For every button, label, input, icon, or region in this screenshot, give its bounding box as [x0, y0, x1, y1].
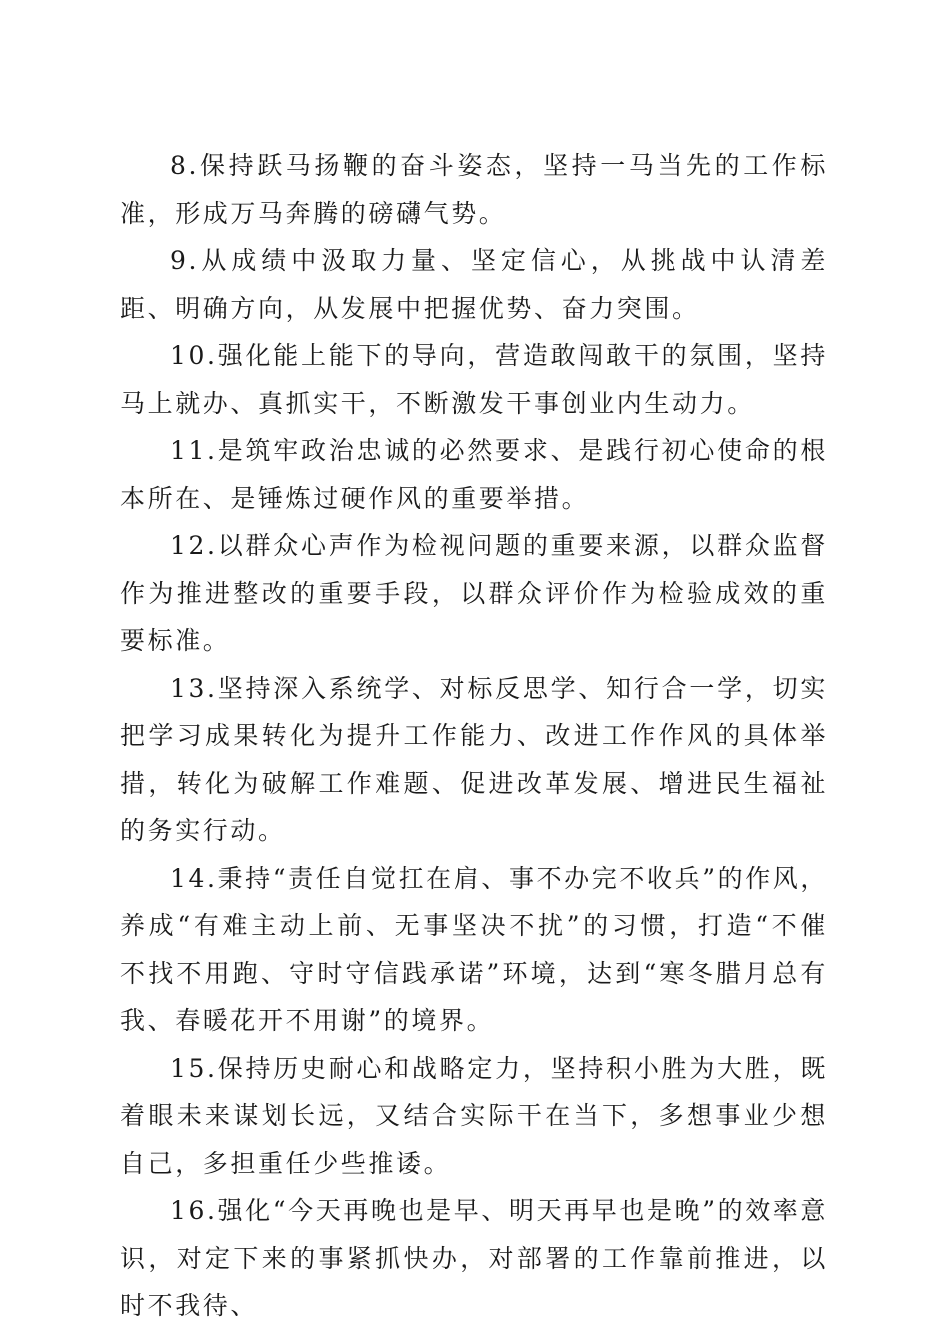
paragraph-item-8: 8.保持跃马扬鞭的奋斗姿态，坚持一马当先的工作标准，形成万马奔腾的磅礴气势。	[120, 151, 828, 228]
paragraph-item-15: 15.保持历史耐心和战略定力，坚持积小胜为大胜，既着眼未来谋划长远，又结合实际干在当下，多想事业少想自己，多担重任少些推诿。	[120, 1053, 828, 1178]
paragraph-item-16: 16.强化“今天再晚也是早、明天再早也是晚”的效率意识，对定下来的事紧抓快办，对部署的工作靠前推进，以时不我待、	[120, 1196, 828, 1320]
paragraph-item-12: 12.以群众心声作为检视问题的重要来源，以群众监督作为推进整改的重要手段，以群众评价作为检验成效的重要标准。	[120, 531, 828, 655]
paragraph-item-11: 11.是筑牢政治忠诚的必然要求、是践行初心使命的根本所在、是锤炼过硬作风的重要举措。	[120, 436, 828, 513]
paragraph-item-14: 14.秉持“责任自觉扛在肩、事不办完不收兵”的作风，养成“有难主动上前、无事坚决不扰”的习惯，打造“不催不找不用跑、守时守信践承诺”环境，达到“寒冬腊月总有我、春暖花开不用谢”的境界。	[120, 863, 828, 1035]
paragraph-item-9: 9.从成绩中汲取力量、坚定信心，从挑战中认清差距、明确方向，从发展中把握优势、奋力突围。	[120, 246, 828, 323]
document-body	[120, 142, 828, 1330]
paragraph-item-13: 13.坚持深入系统学、对标反思学、知行合一学，切实把学习成果转化为提升工作能力、改进工作作风的具体举措，转化为破解工作难题、促进改革发展、增进民生福祉的务实行动。	[120, 673, 828, 845]
paragraph-item-10: 10.强化能上能下的导向，营造敢闯敢干的氛围，坚持马上就办、真抓实干，不断激发干事创业内生动力。	[120, 341, 828, 418]
